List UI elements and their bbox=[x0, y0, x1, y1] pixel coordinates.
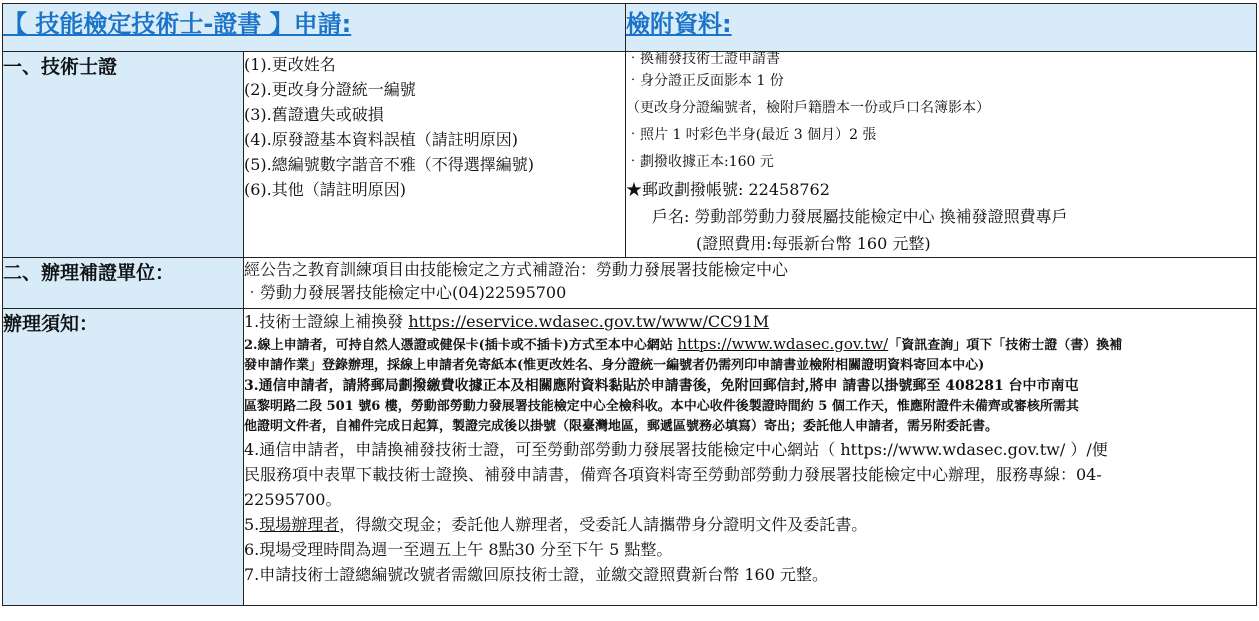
reason-item: (1).更改姓名 bbox=[244, 55, 336, 74]
note-4-cont: 民服務項中表單下載技術士證換、補發申請書，備齊各項資料寄至勞動部勞動力發展署技能檢定中心辦理，服務專線：04- bbox=[244, 465, 1102, 484]
office-info bbox=[244, 258, 1257, 309]
note-3-cont: 區黎明路二段 501 號6 樓，勞動部勞動力發展署技能檢定中心全檢科收。本中心收件後製證時間約 5 個工作天，惟應附證件未備齊或審核所需其 bbox=[244, 399, 1079, 414]
note-5 bbox=[244, 512, 1256, 537]
wdasec-link[interactable]: https://www.wdasec.gov.tw/ bbox=[677, 335, 889, 353]
note-3: 3.通信申請者，請將郵局劃撥繳費收據正本及相關應附資料黏貼於申請書後，免附回郵信封,將申 請書以掛號郵至 408281 台中市南屯 bbox=[244, 378, 1079, 394]
fee-note: (證照費用:每張新台幣 160 元整) bbox=[696, 234, 931, 253]
notes-row bbox=[3, 309, 1257, 606]
reason-item: (2).更改身分證統一編號 bbox=[244, 80, 416, 99]
header-row bbox=[3, 4, 1257, 52]
attachment-item: ‧劃撥收據正本:160 元 bbox=[626, 154, 774, 170]
note-3-cont: 他證明文件者，自補件完成日起算，製證完成後以掛號（限臺灣地區，郵遞區號務必填寫）寄出；委託他人申請者，需另附委託書。 bbox=[244, 419, 999, 434]
certificate-label: 一、技術士證 bbox=[3, 52, 244, 258]
office-line: 經公告之教育訓練項目由技能檢定之方式補證治：勞動力發展署技能檢定中心 bbox=[244, 260, 789, 279]
note-text: 5. bbox=[244, 515, 260, 534]
notes-content bbox=[244, 309, 1257, 606]
postal-account: ★郵政劃撥帳號: 22458762 bbox=[626, 180, 830, 199]
reason-list bbox=[244, 52, 626, 258]
reason-item: (5).總編號數字諧音不雅（不得選擇編號) bbox=[244, 155, 534, 174]
note-text: 2.線上申請者，可持自然人憑證或健保卡(插卡或不插卡)方式至本中心網站 bbox=[244, 338, 678, 353]
attachments-title: 檢附資料: bbox=[626, 4, 1257, 52]
office-phone: ‧勞動力發展署技能檢定中心(04)22595700 bbox=[244, 283, 567, 302]
attachment-item: ‧照片 1 吋彩色半身(最近 3 個月）2 張 bbox=[626, 127, 877, 143]
office-label: 二、辦理補證單位： bbox=[3, 258, 244, 309]
reason-item: (6).其他（請註明原因) bbox=[244, 180, 406, 199]
note-underlined: 現場辦理者 bbox=[259, 515, 340, 534]
notes-label: 辦理須知： bbox=[3, 309, 244, 606]
note-2 bbox=[244, 334, 1256, 356]
certificate-row bbox=[3, 52, 1257, 258]
application-info-table bbox=[2, 3, 1257, 606]
attachment-item: （更改身分證編號者，檢附戶籍謄本一份或戶口名簿影本） bbox=[626, 100, 990, 116]
eservice-link[interactable]: https://eservice.wdasec.gov.tw/www/CC91M bbox=[408, 312, 770, 331]
note-4-cont: 22595700。 bbox=[244, 490, 342, 509]
note-text: 1.技術士證線上補換發 bbox=[244, 312, 409, 331]
account-name: 戶名: 勞動部勞動力發展屬技能檢定中心 換補發證照費專戶 bbox=[652, 207, 1068, 226]
office-row bbox=[3, 258, 1257, 309]
note-text: 「資訊查詢」項下「技術士證（書）換補 bbox=[888, 338, 1123, 353]
reason-item: (4).原發證基本資料誤植（請註明原因) bbox=[244, 130, 518, 149]
note-4: 4.通信申請者，申請換補發技術士證，可至勞動部勞動力發展署技能檢定中心網站（ https://www.wdasec.gov.tw/ ）/便 bbox=[244, 440, 1108, 459]
attachment-list bbox=[626, 52, 1257, 258]
attachment-item: ‧換補發技術士證申請書 bbox=[626, 52, 780, 67]
note-2-cont: 發申請作業」登錄辦理，採線上申請者免寄紙本(惟更改姓名、身分證統一編號者仍需列印申請書並檢附相關證明資料寄回本中心) bbox=[244, 358, 985, 373]
note-text: ，得繳交現金；委託他人辦理者，受委託人請攜帶身分證明文件及委託書。 bbox=[339, 515, 868, 534]
note-1 bbox=[244, 309, 1256, 334]
note-7: 7.申請技術士證總編號改號者需繳回原技術士證，並繳交證照費新台幣 160 元整。 bbox=[244, 565, 828, 584]
note-6: 6.現場受理時間為週一至週五上午 8點30 分至下午 5 點整。 bbox=[244, 540, 673, 559]
page-title: 【 技能檢定技術士-證書 】申請: bbox=[3, 4, 626, 52]
attachment-item: ‧身分證正反面影本 1 份 bbox=[626, 73, 784, 89]
reason-item: (3).舊證遺失或破損 bbox=[244, 105, 384, 124]
